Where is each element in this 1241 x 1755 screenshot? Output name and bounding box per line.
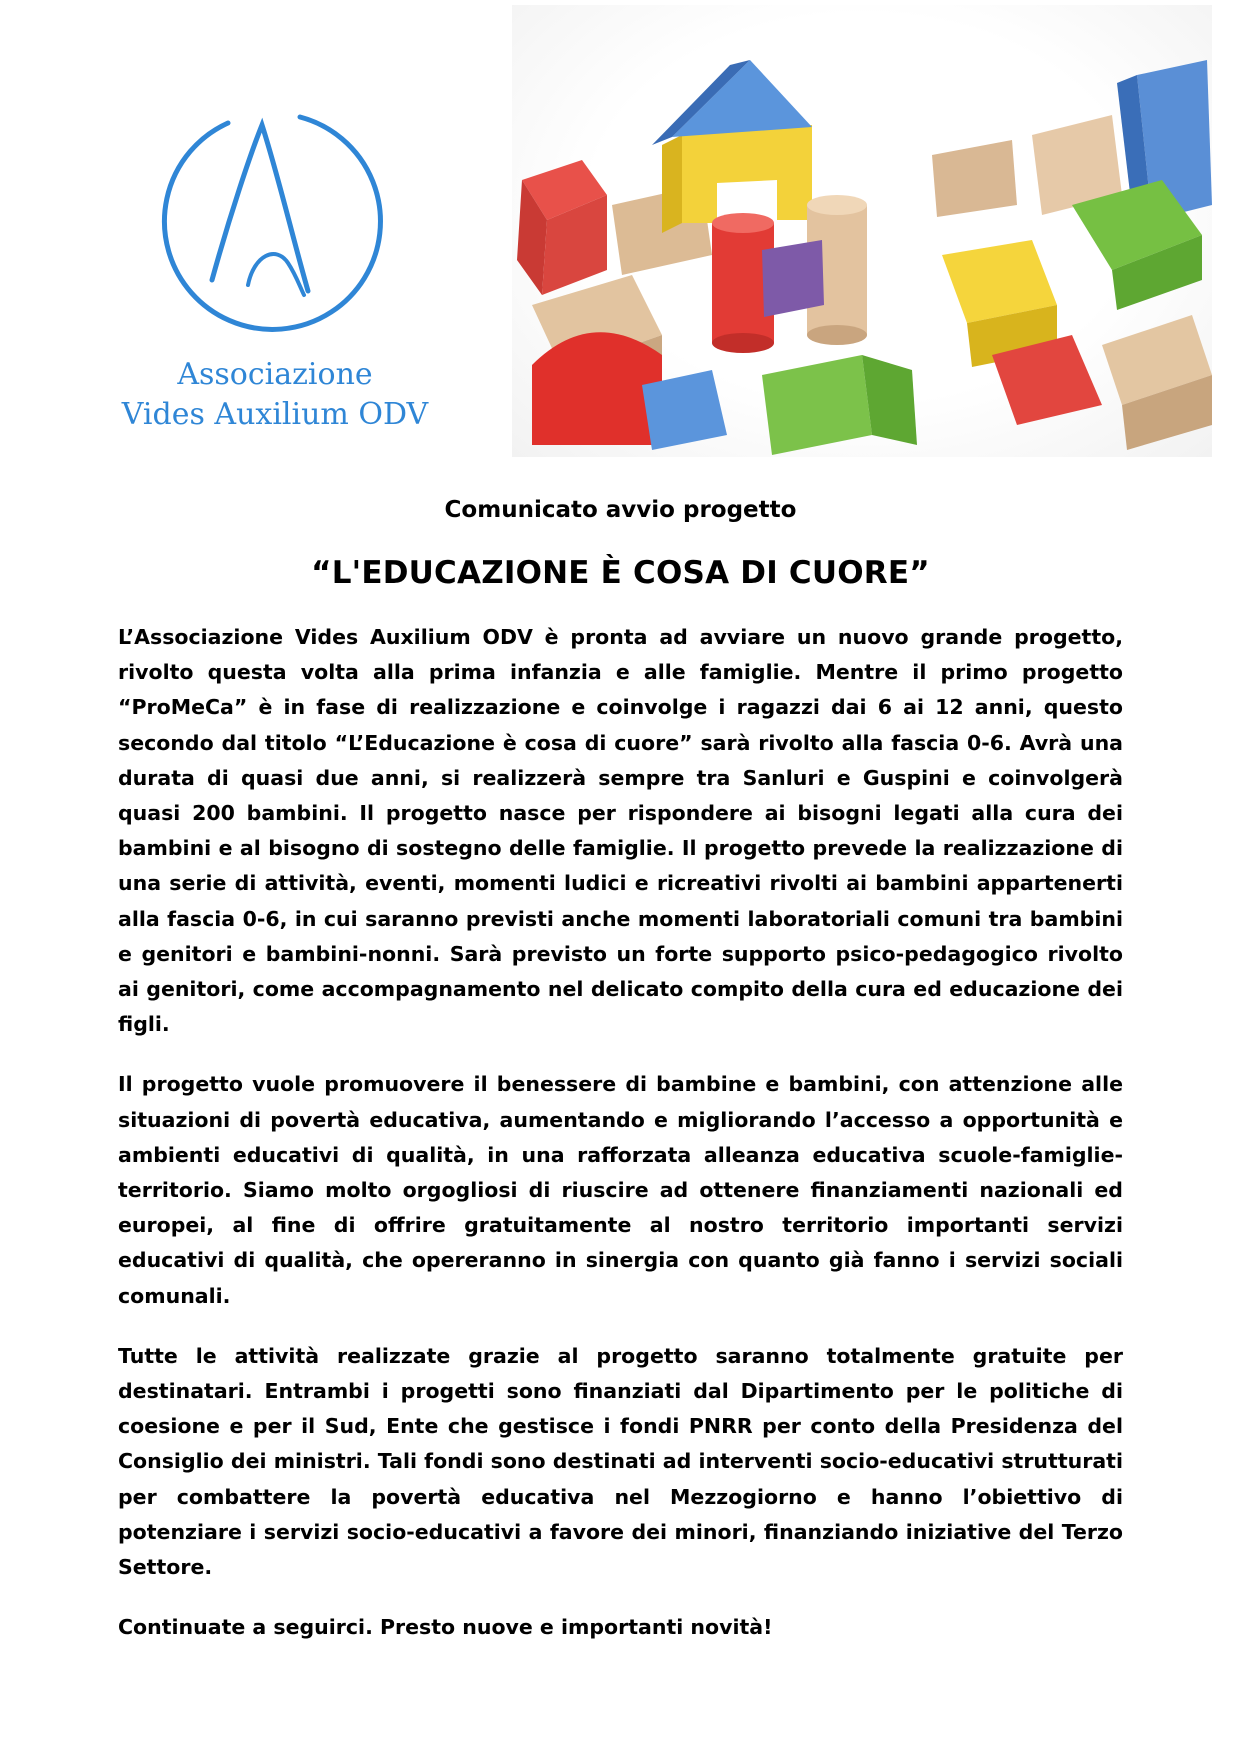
organization-name-line1: Associazione [177, 357, 373, 392]
body-paragraph-1: L’Associazione Vides Auxilium ODV è pronta ad avviare un nuovo grande progetto, rivolto questa volta alla prima infanzia e alle famiglie. Mentre il primo progetto “ProMeCa” è in fase di realizzazione e coinvolge i ragazzi dai 6 ai 12 anni, questo secondo dal titolo “L’Educazione è cosa di cuore” sarà rivolto alla fascia 0-6. Avrà una durata di quasi due anni, si realizzerà sempre tra Sanluri e Guspini e coinvolgerà quasi 200 bambini. Il progetto nasce per rispondere ai bisogni legati alla cura dei bambini e al bisogno di sostegno delle famiglie. Il progetto prevede la realizzazione di una serie di attività, eventi, momenti ludici e ricreativi rivolti ai bambini appartenerti alla fascia 0-6, in cui saranno previsti anche momenti laboratoriali comuni tra bambini e genitori e bambini-nonni. Sarà previsto un forte supporto psico-pedagogico rivolto ai genitori, come accompagnamento nel delicato compito della cura ed educazione dei figli. [118, 625, 1123, 1037]
toy-blocks-image [512, 5, 1212, 457]
body-paragraph-3: Tutte le attività realizzate grazie al progetto saranno totalmente gratuite per destinatari. Entrambi i progetti sono finanziati dal Dipartimento per le politiche di coesione e per il Sud, Ente che gestisce i fondi PNRR per conto della Presidenza del Consiglio dei ministri. Tali fondi sono destinati ad interventi socio-educativi strutturati per combattere la povertà educativa nel Mezzogiorno e hanno l’obiettivo di potenziare i servizi socio-educativi a favore dei minori, finanziando iniziative del Terzo Settore. [118, 1343, 1123, 1580]
organization-name [95, 355, 455, 435]
announcement-body [118, 620, 1123, 1670]
announcement-kicker: Comunicato avvio progetto [444, 497, 797, 523]
body-paragraph-4: Continuate a seguirci. Presto nuove e importanti novità! [118, 1615, 773, 1640]
toy-blocks-icon [512, 5, 1212, 457]
logo-circle-a-icon [150, 95, 400, 345]
announcement-title: “L'EDUCAZIONE È COSA DI CUORE” [311, 555, 930, 591]
organization-logo [95, 95, 455, 455]
body-paragraph-2: Il progetto vuole promuovere il benessere di bambine e bambini, con attenzione alle situazioni di povertà educativa, aumentando e migliorando l’accesso a opportunità e ambienti educativi di qualità, in una rafforzata alleanza educativa scuole-famiglie-territorio. Siamo molto orgogliosi di riuscire ad ottenere finanziamenti nazionali ed europei, al fine di offrire gratuitamente al nostro territorio importanti servizi educativi di qualità, che opereranno in sinergia con quanto già fanno i servizi sociali comunali. [118, 1072, 1123, 1308]
organization-name-line2: Vides Auxilium ODV [121, 397, 429, 432]
